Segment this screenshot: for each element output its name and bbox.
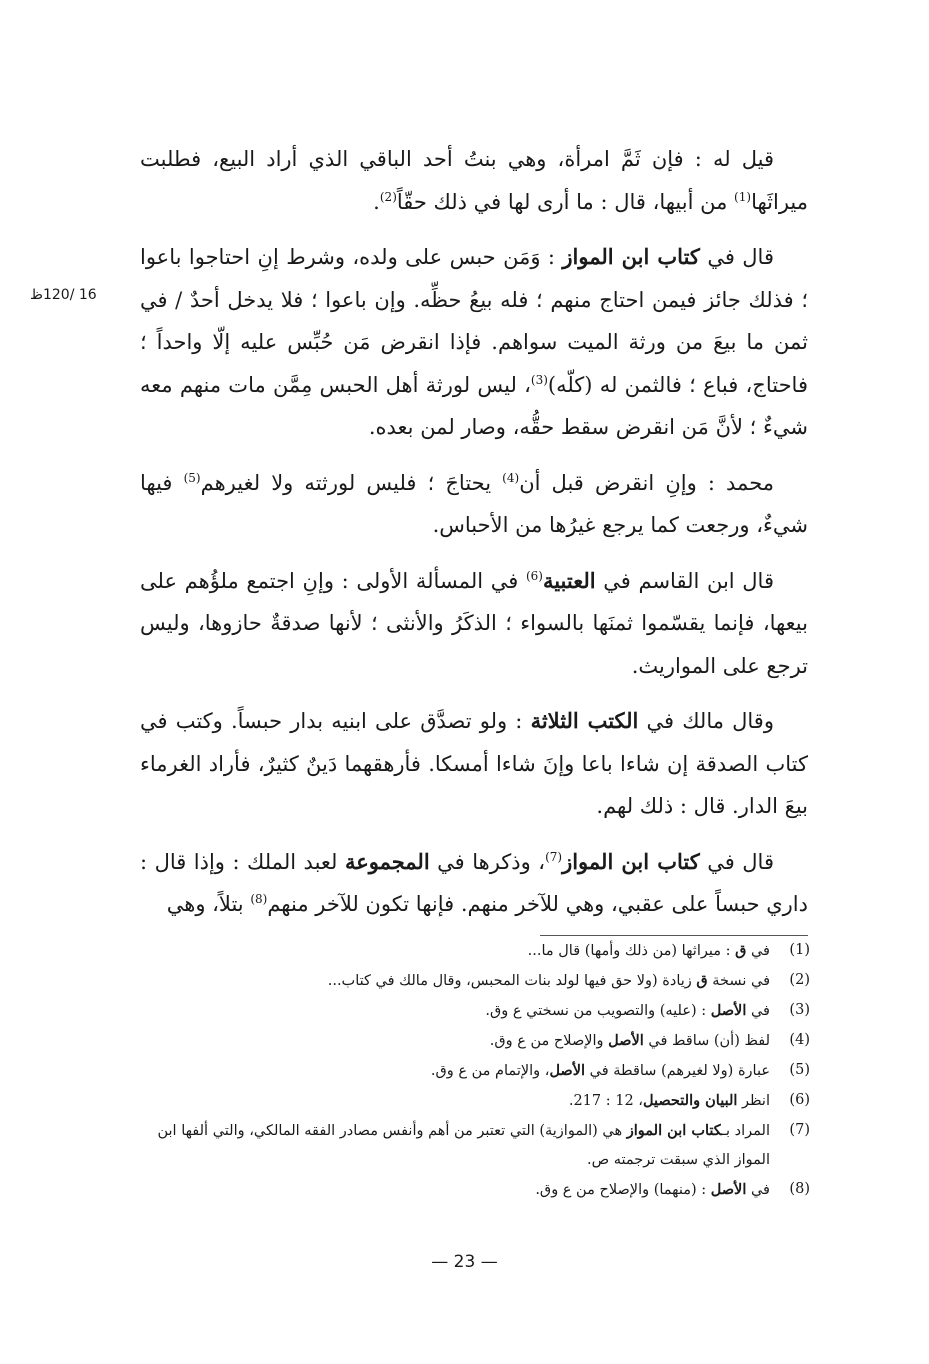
footnote-ref: (1)	[734, 189, 752, 204]
paragraph-indent	[774, 850, 808, 874]
text-run: في المسألة الأولى : وإنِ اجتمع ملؤُهم على بيعها، فإنما يقسّموا ثمنَها بالسواء ؛ الذكَرُ والأنثى ؛ لأنها صدقةٌ حازوها، وليس ترجع على المواريث.	[140, 568, 808, 678]
bold-text: ق	[735, 942, 747, 959]
main-text	[140, 138, 808, 939]
text-run: في نسخة	[707, 973, 770, 989]
bold-text: الكتب الثلاثة	[530, 708, 639, 733]
text-run: في	[746, 1182, 770, 1198]
paragraph	[140, 138, 808, 223]
bold-text: الأصل	[608, 1032, 644, 1049]
bold-text: ق	[696, 972, 708, 989]
text-run: والإصلاح من ع وق.	[489, 1033, 609, 1049]
paragraph	[140, 236, 808, 449]
footnote-ref: (2)	[379, 189, 397, 204]
text-run: زيادة (ولا حق فيها لولد بنات المحبس، وقال مالك في كتاب...	[327, 973, 697, 989]
paragraph-indent	[774, 471, 808, 495]
footnote-text	[138, 1056, 770, 1086]
bold-text: البيان والتحصيل	[642, 1092, 738, 1109]
footnote-item	[138, 1175, 810, 1205]
text-run: : ولو تصدَّق على ابنيه بدار حبساً. وكتب في كتاب الصدقة إن شاءا باعا وإنَ شاءا أمسكا. فأرهقهما دَينٌ كثيرٌ، فأراد الغرماء بيعَ الدار. قال : ذلك لهم.	[140, 709, 808, 818]
footnote-item	[138, 1086, 810, 1116]
text-run: يحتاجَ ؛ فليس لورثته ولا لغيرهم	[200, 470, 503, 495]
text-run: ، وذكرها في	[429, 849, 546, 874]
footnote-item	[138, 936, 810, 966]
bold-text: كتاب ابن المواز	[562, 848, 700, 874]
bold-text: الأصل	[549, 1062, 586, 1079]
page-number: — 23 —	[431, 1252, 498, 1272]
text-run: في	[746, 1003, 770, 1019]
text-run: قيل له : فإن ثَمَّ امرأة، وهي بنتُ أحد الباقي الذي أراد البيع، فطلبت ميراثَها	[140, 147, 808, 214]
footnote-ref: (3)	[530, 372, 548, 387]
text-run: انظر	[737, 1093, 770, 1109]
text-run: وقال مالك في	[638, 709, 774, 733]
text-run: قال ابن القاسم في	[595, 568, 774, 593]
text-run: فيها شيءٌ، ورجعت كما يرجع غيرُها من الأحباس.	[140, 470, 808, 537]
footnote-number: (4)	[789, 1032, 810, 1048]
paragraph	[140, 462, 808, 547]
footnote-text	[138, 1086, 770, 1116]
text-run: ، ليس لورثة أهل الحبس مِمَّن مات منهم معه شيءٌ ؛ لأنَّ مَن انقرض سقط حقُّه، وصار لمن بعده.	[140, 372, 808, 439]
footnotes	[138, 936, 810, 1205]
bold-text: المجموعة	[344, 848, 430, 874]
text-run: المراد بـ	[721, 1123, 770, 1139]
text-run: ، والإتمام من ع وق.	[430, 1063, 550, 1079]
bold-text: الأصل	[710, 1181, 747, 1198]
text-run: هي (الموازية) التي تعتبر من أهم وأنفس مصادر الفقه المالكي، والتي ألفها ابن المواز الذي سبقت ترجمته ص.	[157, 1123, 770, 1168]
footnote-number: (6)	[789, 1092, 810, 1108]
text-run: لعبد الملك : وإذا قال : داري حبساً على عقبي، وهي للآخر منهم. فإنها تكون للآخر منهم	[140, 849, 808, 916]
footnote-ref: (6)	[525, 568, 543, 583]
text-run: في	[746, 943, 770, 959]
footnote-text	[138, 966, 770, 996]
text-run: : وَمَن حبس على ولده، وشرط إنِ احتاجوا باعوا ؛ فذلك جائز فيمن احتاج منهم ؛ فله بيعُ حظِّه. وإن باعوا ؛ فلا يدخل أحدٌ / في ثمن ما بيعَ من ورثة الميت سواهم. فإذا انقرض مَن حُبِّس عليه إلّا واحداً ؛ فاحتاج، فباع ؛ فالثمن له (كلّه)	[140, 245, 808, 397]
text-run: .	[373, 189, 380, 214]
footnote-number: (3)	[789, 1002, 810, 1018]
paragraph	[140, 560, 808, 688]
footnote-number: (5)	[789, 1062, 810, 1078]
footnote-ref: (8)	[250, 892, 268, 906]
footnote-item	[138, 996, 810, 1026]
bold-text: الأصل	[710, 1002, 747, 1019]
footnote-item	[138, 966, 810, 996]
margin-folio-note: 16 /120ظ	[30, 287, 97, 303]
bold-text: العتبية	[542, 567, 596, 593]
paragraph-indent	[774, 569, 808, 593]
footnote-ref: (4)	[502, 470, 520, 485]
footnote-number: (2)	[789, 972, 810, 988]
paragraph-indent	[774, 709, 808, 733]
footnote-number: (1)	[789, 942, 810, 958]
footnote-item	[138, 1056, 810, 1086]
bold-text: كتاب ابن المواز	[562, 244, 700, 269]
footnote-text	[138, 1026, 770, 1056]
footnote-text	[138, 1175, 770, 1205]
text-run: محمد : وإنِ انقرض قبل أن	[519, 470, 774, 495]
footnote-number: (7)	[789, 1122, 810, 1138]
footnote-text	[138, 996, 770, 1026]
text-run: لفظ (أن) ساقط في	[643, 1033, 770, 1049]
text-run: قال في	[699, 849, 774, 874]
footnote-ref: (7)	[545, 849, 563, 864]
footnote-number: (8)	[789, 1181, 810, 1197]
footnote-item	[138, 1116, 810, 1175]
text-run: بتلاً، وهي	[166, 892, 251, 916]
text-run: ، 12 : 217.	[568, 1093, 643, 1109]
text-run: : (منهما) والإصلاح من ع وق.	[535, 1182, 711, 1198]
footnote-text	[138, 1116, 770, 1175]
bold-text: كتاب ابن المواز	[626, 1122, 722, 1139]
footnote-ref: (5)	[183, 470, 201, 485]
text-run: : (عليه) والتصويب من نسختي ع وق.	[485, 1003, 711, 1019]
footnote-text	[138, 936, 770, 966]
paragraph-indent	[774, 147, 808, 171]
paragraph-indent	[774, 245, 808, 269]
text-run: : ميراثها (من ذلك وأمها) قال ما...	[527, 943, 736, 959]
text-run: عبارة (ولا لغيرهم) ساقطة في	[585, 1063, 770, 1079]
text-run: من أبيها، قال : ما أرى لها في ذلك حقّاً	[396, 189, 735, 214]
paragraph	[140, 841, 808, 926]
text-run: قال في	[699, 245, 774, 269]
paragraph	[140, 700, 808, 828]
footnote-item	[138, 1026, 810, 1056]
